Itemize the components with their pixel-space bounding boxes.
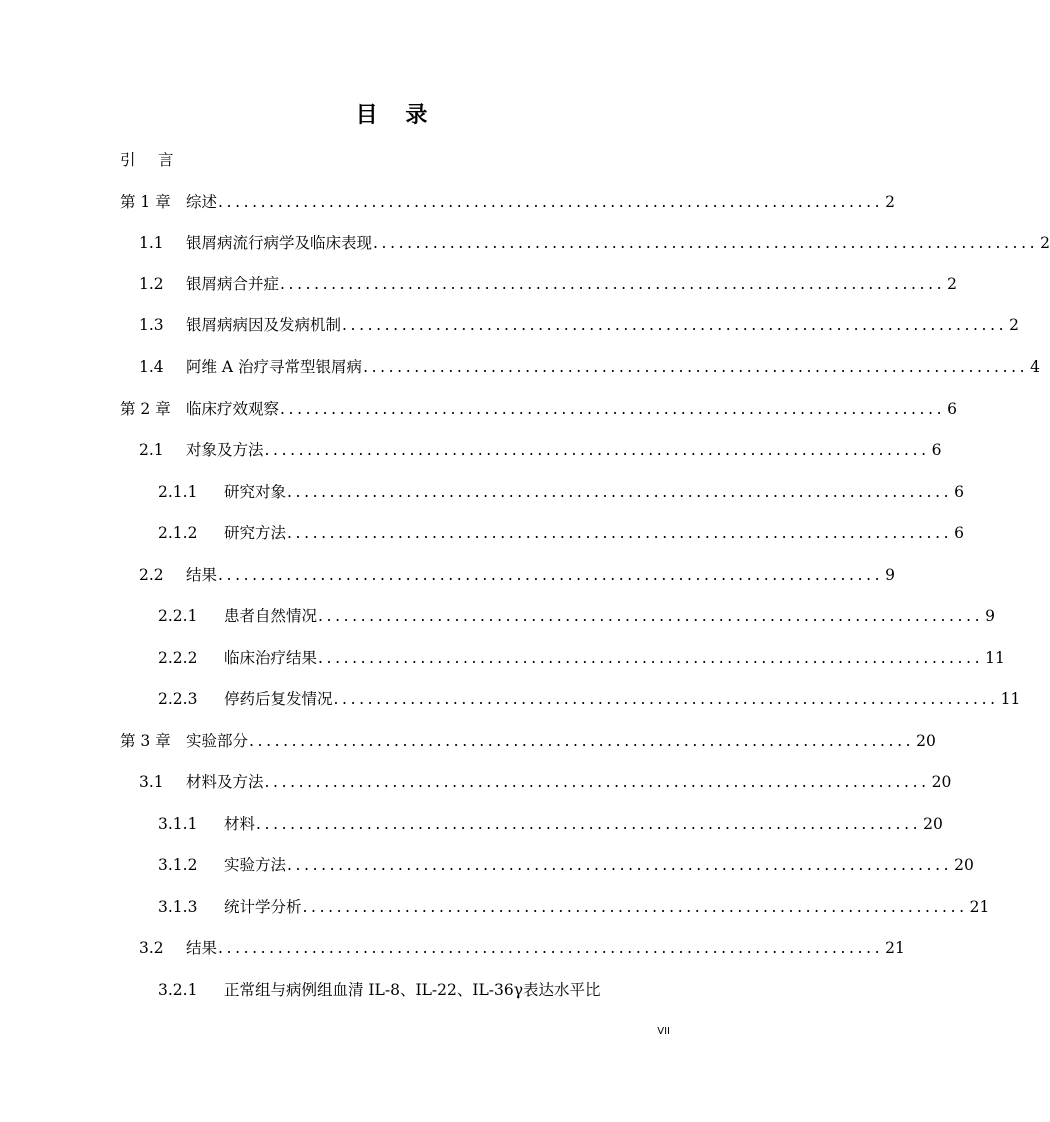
toc-entry-label: 正常组与病例组血清 IL-8、IL-22、IL-36γ表达水平比 xyxy=(224,981,601,999)
toc-entry-3-2[interactable] xyxy=(139,936,905,960)
toc-leader-dots: .............................................................................. xyxy=(333,690,999,708)
toc-leader-dots: .............................................................................. xyxy=(249,732,915,750)
toc-entry-label: 实验方法 xyxy=(224,856,287,874)
toc-entry-page: 21 xyxy=(885,939,905,957)
toc-entry-2-1[interactable] xyxy=(139,438,942,462)
toc-leader-dots: .............................................................................. xyxy=(287,856,953,874)
toc-leader-dots: .............................................................................. xyxy=(264,773,930,791)
toc-leader-dots: .............................................................................. xyxy=(280,400,946,418)
toc-entry-number: 第 1 章 xyxy=(120,193,171,211)
toc-leader-dots: .............................................................................. xyxy=(287,483,953,501)
toc-entry-chapter-2[interactable] xyxy=(120,397,957,421)
toc-entry-label: 实验部分 xyxy=(186,732,249,750)
toc-entry-intro[interactable] xyxy=(120,148,670,172)
toc-entry-label: 停药后复发情况 xyxy=(224,690,333,708)
toc-entry-number: 2.2.1 xyxy=(158,607,198,625)
toc-entry-label: 患者自然情况 xyxy=(224,607,318,625)
toc-entry-number: 1.2 xyxy=(139,275,164,293)
toc-entry-label: 结果 xyxy=(186,566,218,584)
toc-entry-label: 材料 xyxy=(224,815,256,833)
toc-entry-label: 统计学分析 xyxy=(224,898,302,916)
toc-entry-page: 6 xyxy=(931,441,942,459)
toc-entry-label: 银屑病合并症 xyxy=(186,275,280,293)
toc-entry-chapter-1[interactable] xyxy=(120,190,895,214)
toc-entry-page: 4 xyxy=(1030,358,1041,376)
toc-entry-label: 阿维 A 治疗寻常型银屑病 xyxy=(186,358,363,376)
toc-entry-number: 第 2 章 xyxy=(120,400,171,418)
toc-entry-label: 材料及方法 xyxy=(186,773,264,791)
toc-entry-label: 临床疗效观察 xyxy=(186,400,280,418)
toc-entry-label: 结果 xyxy=(186,939,218,957)
page-number: VII xyxy=(657,1026,670,1037)
toc-leader-dots: .............................................................................. xyxy=(363,358,1029,376)
toc-entry-number: 1.4 xyxy=(139,358,164,376)
toc-leader-dots: .............................................................................. xyxy=(256,815,922,833)
toc-entry-label: 研究对象 xyxy=(224,483,287,501)
toc-entry-label: 对象及方法 xyxy=(186,441,264,459)
toc-entry-number: 3.1.3 xyxy=(158,898,198,916)
toc-entry-page: 11 xyxy=(1000,690,1021,708)
toc-leader-dots: .............................................................................. xyxy=(218,566,884,584)
toc-entry-page: 20 xyxy=(931,773,952,791)
toc-leader-dots: .............................................................................. xyxy=(264,441,930,459)
toc-entry-2-2-2[interactable] xyxy=(158,646,1005,670)
toc-entry-1-3[interactable] xyxy=(139,313,1019,337)
toc-entry-page: 6 xyxy=(947,400,957,418)
toc-leader-dots: .............................................................................. xyxy=(342,316,1008,334)
toc-leader-dots: .............................................................................. xyxy=(302,898,968,916)
toc-entry-page: 20 xyxy=(916,732,936,750)
toc-entry-number: 引 xyxy=(120,151,136,169)
toc-entry-1-2[interactable] xyxy=(139,272,957,296)
toc-entry-label: 研究方法 xyxy=(224,524,287,542)
toc-entry-number: 2.2.3 xyxy=(158,690,198,708)
toc-leader-dots: .............................................................................. xyxy=(218,939,884,957)
toc-entry-number: 第 3 章 xyxy=(120,732,171,750)
toc-entry-number: 2.1.2 xyxy=(158,524,198,542)
toc-entry-1-1[interactable] xyxy=(139,231,1050,255)
toc-entry-number: 1.3 xyxy=(139,316,164,334)
toc-entry-3-1-1[interactable] xyxy=(158,812,943,836)
toc-entry-2-2[interactable] xyxy=(139,563,895,587)
toc-leader-dots: .............................................................................. xyxy=(280,275,946,293)
toc-entry-page: 6 xyxy=(954,524,964,542)
toc-entry-page: 2 xyxy=(1009,316,1019,334)
toc-entry-label: 综述 xyxy=(186,193,218,211)
toc-entry-number: 2.1 xyxy=(139,441,164,459)
toc-entry-page: 9 xyxy=(985,607,995,625)
toc-entry-page: 20 xyxy=(954,856,974,874)
toc-entry-2-1-2[interactable] xyxy=(158,521,964,545)
toc-entry-2-1-1[interactable] xyxy=(158,480,964,504)
toc-entry-number: 1.1 xyxy=(139,234,164,252)
toc-entry-label: 言 xyxy=(158,151,174,169)
toc-leader-dots: .............................................................................. xyxy=(218,193,884,211)
toc-entry-number: 2.1.1 xyxy=(158,483,198,501)
toc-entry-page: 20 xyxy=(923,815,943,833)
toc-entry-number: 2.2.2 xyxy=(158,649,198,667)
toc-entry-page: 21 xyxy=(969,898,990,916)
toc-entry-label: 临床治疗结果 xyxy=(224,649,318,667)
toc-entry-number: 3.1.1 xyxy=(158,815,198,833)
toc-entry-page: 2 xyxy=(1040,234,1050,252)
toc-title: 目 录 xyxy=(355,103,438,128)
toc-entry-page: 9 xyxy=(885,566,895,584)
toc-entry-label: 银屑病病因及发病机制 xyxy=(186,316,342,334)
toc-leader-dots: .............................................................................. xyxy=(373,234,1039,252)
toc-entry-1-4[interactable] xyxy=(139,355,1041,379)
toc-leader-dots: .............................................................................. xyxy=(287,524,953,542)
toc-leader-dots: .............................................................................. xyxy=(318,607,984,625)
toc-entry-3-2-1[interactable] xyxy=(158,978,670,1002)
toc-entry-page: 2 xyxy=(885,193,895,211)
toc-entry-number: 3.2 xyxy=(139,939,164,957)
toc-entry-3-1-2[interactable] xyxy=(158,853,974,877)
toc-entry-3-1-3[interactable] xyxy=(158,895,990,919)
toc-entry-page: 6 xyxy=(954,483,964,501)
toc-entry-number: 3.1.2 xyxy=(158,856,198,874)
toc-entry-number: 2.2 xyxy=(139,566,164,584)
toc-leader-dots: .............................................................................. xyxy=(318,649,984,667)
toc-entry-number: 3.1 xyxy=(139,773,164,791)
toc-entry-page: 11 xyxy=(985,649,1005,667)
toc-entry-label: 银屑病流行病学及临床表现 xyxy=(186,234,373,252)
toc-entry-number: 3.2.1 xyxy=(158,981,198,999)
toc-entry-3-1[interactable] xyxy=(139,770,952,794)
toc-entry-2-2-1[interactable] xyxy=(158,604,995,628)
toc-entry-page: 2 xyxy=(947,275,957,293)
toc-entry-2-2-3[interactable] xyxy=(158,687,1021,711)
toc-entry-chapter-3[interactable] xyxy=(120,729,936,753)
